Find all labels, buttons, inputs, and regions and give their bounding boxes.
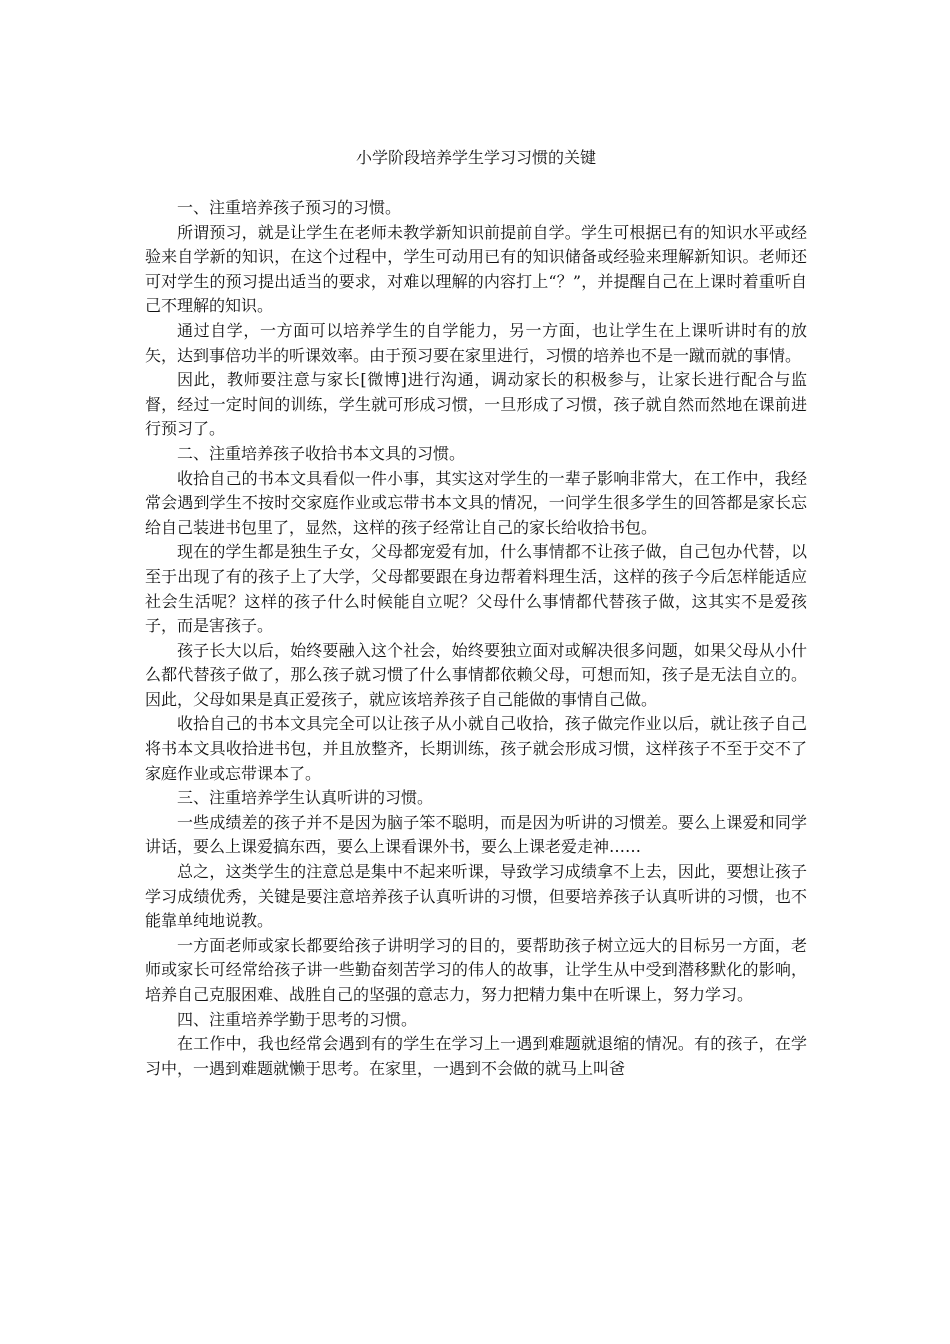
heading-section-4: 四、注重培养学勤于思考的习惯。 (177, 1009, 418, 1029)
heading-section-3: 三、注重培养学生认真听讲的习惯。 (177, 788, 434, 808)
document-body (145, 196, 807, 1081)
paragraph: 现在的学生都是独生子女，父母都宠爱有加，什么事情都不让孩子做，自己包办代替，以至于出现了有的孩子上了大学，父母都要跟在身边帮着料理生活，这样的孩子今后怎样能适应社会生活呢？这样的孩子什么时候能自立呢？父母什么事情都代替孩子做，这其实不是爱孩子，而是害孩子。 (145, 542, 807, 636)
paragraph: 总之，这类学生的注意总是集中不起来听课，导致学习成绩拿不上去，因此，要想让孩子学习成绩优秀，关键是要注意培养孩子认真听讲的习惯，但要培养孩子认真听讲的习惯，也不能靠单纯地说教。 (145, 862, 807, 931)
heading-section-1: 一、注重培养孩子预习的习惯。 (177, 198, 402, 217)
paragraph: 一些成绩差的孩子并不是因为脑子笨不聪明，而是因为听讲的习惯差。要么上课爱和同学讲话，要么上课爱搞东西，要么上课看课外书，要么上课老爱走神…… (145, 812, 807, 857)
paragraph: 收拾自己的书本文具完全可以让孩子从小就自己收拾，孩子做完作业以后，就让孩子自己将书本文具收拾进书包，并且放整齐，长期训练，孩子就会形成习惯，这样孩子不至于交不了家庭作业或忘带课本了。 (145, 714, 807, 783)
document-title: 小学阶段培养学生学习习惯的关键 (355, 148, 596, 167)
paragraph: 通过自学，一方面可以培养学生的自学能力，另一方面，也让学生在上课听讲时有的放矢，达到事倍功半的听课效率。由于预习要在家里进行，习惯的培养也不是一蹴而就的事情。 (145, 320, 807, 365)
paragraph: 在工作中，我也经常会遇到有的学生在学习上一遇到难题就退缩的情况。有的孩子，在学习中，一遇到难题就懒于思考。在家里，一遇到不会做的就马上叫爸 (145, 1034, 807, 1078)
paragraph: 收拾自己的书本文具看似一件小事，其实这对学生的一辈子影响非常大，在工作中，我经常会遇到学生不按时交家庭作业或忘带书本文具的情况，一问学生很多学生的回答都是家长忘给自己装进书包里了，显然，这样的孩子经常让自己的家长给收拾书包。 (145, 468, 807, 537)
heading-section-2: 二、注重培养孩子收拾书本文具的习惯。 (177, 443, 466, 463)
paragraph: 所谓预习，就是让学生在老师未教学新知识前提前自学。学生可根据已有的知识水平或经验来自学新的知识，在这个过程中，学生可动用已有的知识储备或经验来理解新知识。老师还可对学生的预习提出适当的要求，对难以理解的内容打上“？”，并提醒自己在上课时着重听自己不理解的知识。 (145, 222, 807, 316)
paragraph: 因此，教师要注意与家长[微博]进行沟通，调动家长的积极参与，让家长进行配合与监督，经过一定时间的训练，学生就可形成习惯，一旦形成了习惯，孩子就自然而然地在课前进行预习了。 (145, 370, 807, 439)
paragraph: 一方面老师或家长都要给孩子讲明学习的目的，要帮助孩子树立远大的目标另一方面，老师或家长可经常给孩子讲一些勤奋刻苦学习的伟人的故事，让学生从中受到潜移默化的影响，培养自己克服困难、战胜自己的坚强的意志力，努力把精力集中在听课上，努力学习。 (145, 935, 807, 1004)
paragraph: 孩子长大以后，始终要融入这个社会，始终要独立面对或解决很多问题，如果父母从小什么都代替孩子做了，那么孩子就习惯了什么事情都依赖父母，可想而知，孩子是无法自立的。因此，父母如果是真正爱孩子，就应该培养孩子自己能做的事情自己做。 (145, 640, 807, 709)
document-page (145, 0, 807, 1344)
